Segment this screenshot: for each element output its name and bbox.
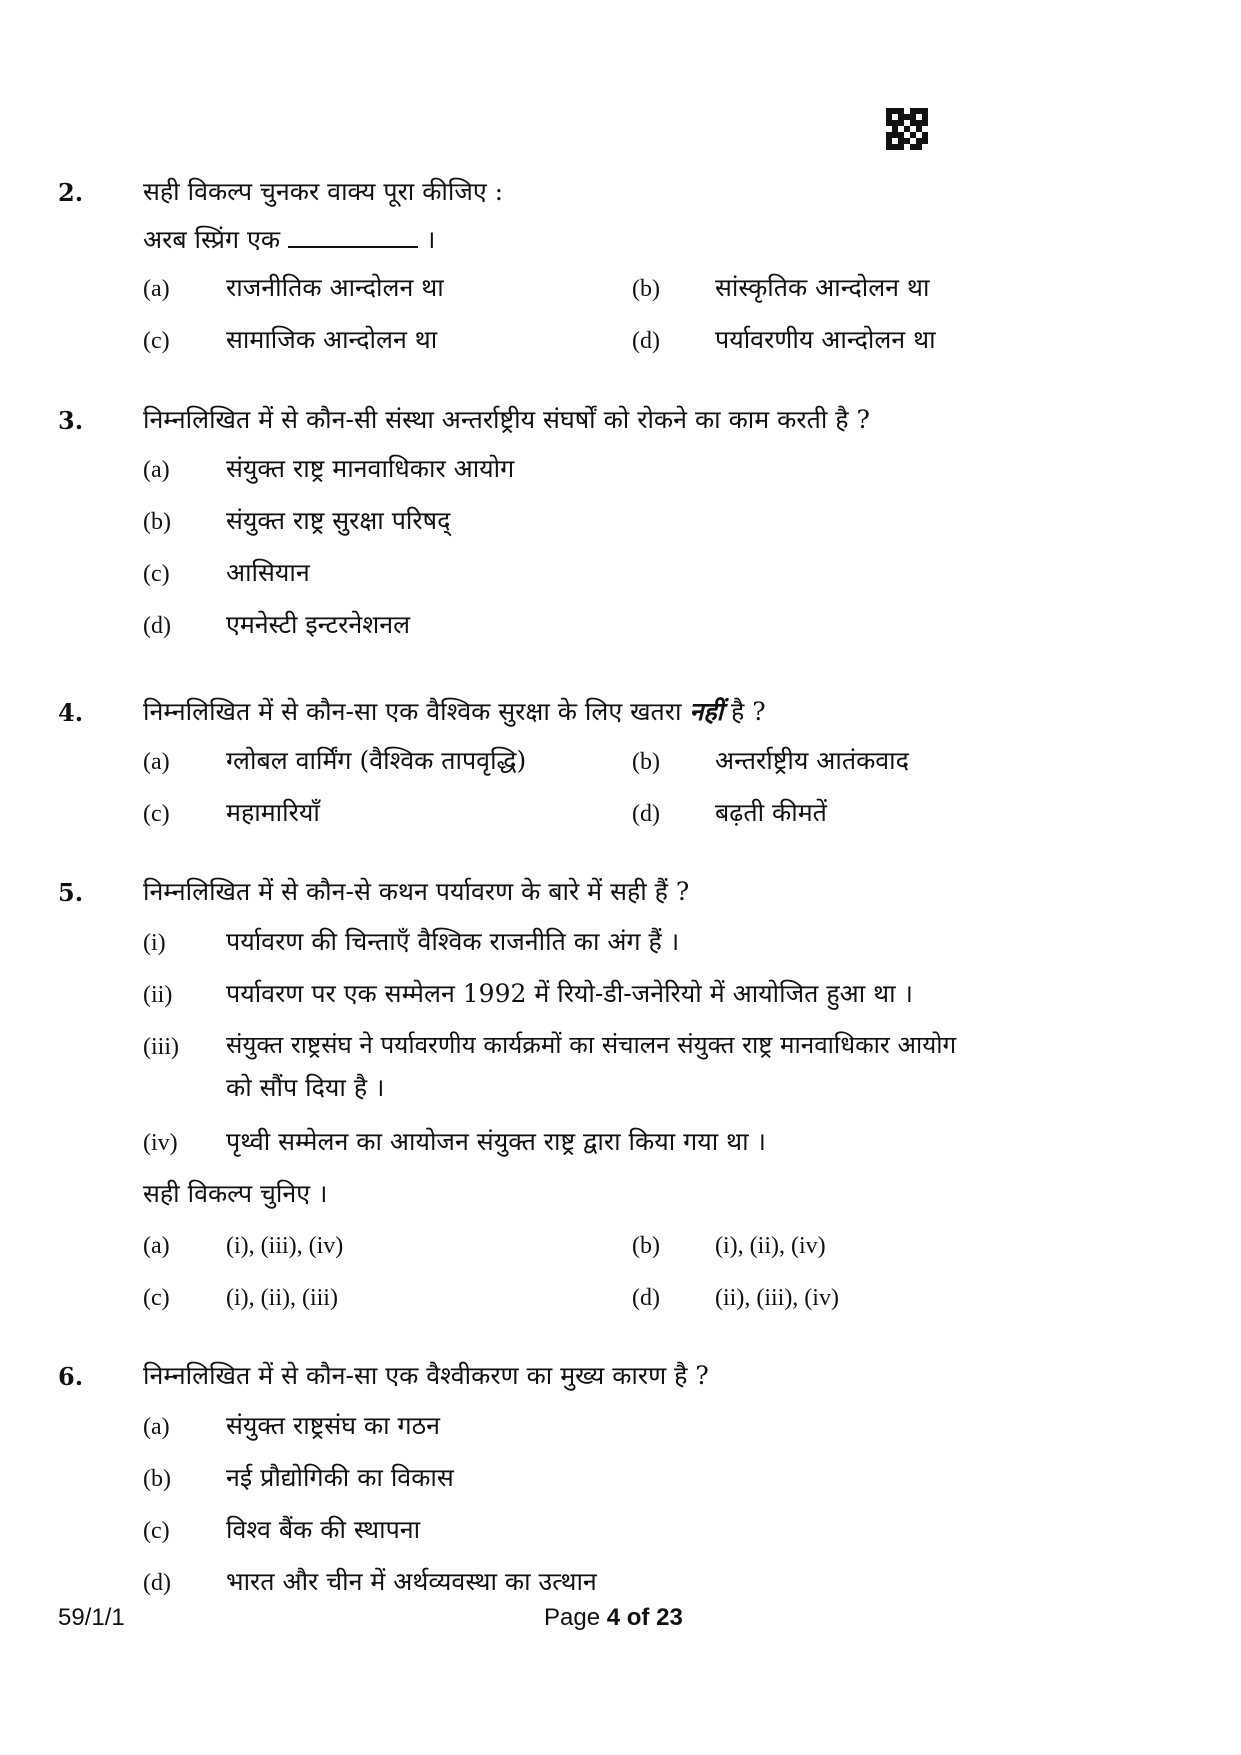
question-text: सही विकल्प चुनकर वाक्य पूरा कीजिए : <box>143 177 504 206</box>
sentence-start: अरब स्प्रिंग एक <box>143 225 281 254</box>
option-label: (a) <box>143 457 170 483</box>
option-text: संयुक्त राष्ट्र सुरक्षा परिषद् <box>226 506 451 535</box>
option-label: (c) <box>143 561 170 587</box>
page-current: 4 <box>606 1604 621 1631</box>
statement-label: (iii) <box>143 1034 179 1060</box>
question-number: 2. <box>58 178 84 207</box>
option-label: (d) <box>632 328 660 354</box>
option-text: (i), (ii), (iv) <box>715 1233 826 1259</box>
page-word: Page <box>544 1604 601 1631</box>
question-number: 5. <box>58 878 84 907</box>
statement-label: (iv) <box>143 1130 178 1156</box>
option-text: (ii), (iii), (iv) <box>715 1285 839 1311</box>
option-text: आसियान <box>226 558 310 587</box>
option-label: (b) <box>632 1233 660 1259</box>
option-text: राजनीतिक आन्दोलन था <box>226 273 444 302</box>
option-text: बढ़ती कीमतें <box>715 798 827 827</box>
question-sentence <box>143 222 436 256</box>
option-label: (b) <box>632 749 660 775</box>
fill-blank <box>288 226 418 248</box>
option-text: विश्व बैंक की स्थापना <box>226 1515 421 1544</box>
statement-text: संयुक्त राष्ट्रसंघ ने पर्यावरणीय कार्यक्रमों का संचालन संयुक्त राष्ट्र मानवाधिकार आयोग <box>226 1031 957 1059</box>
question-text-end: है ? <box>731 697 766 726</box>
emphasis-not: नहीं <box>689 697 724 726</box>
option-label: (d) <box>143 613 171 639</box>
option-label: (b) <box>143 509 171 535</box>
page-indicator <box>544 1604 683 1632</box>
option-label: (a) <box>143 276 170 302</box>
statement-text: पर्यावरण पर एक सम्मेलन 1992 में रियो-डी-जनेरियो में आयोजित हुआ था । <box>226 979 913 1008</box>
paper-code: 59/1/1 <box>58 1604 125 1631</box>
option-text: सामाजिक आन्दोलन था <box>226 325 438 354</box>
option-label: (a) <box>143 1233 170 1259</box>
option-label: (c) <box>143 328 170 354</box>
option-text: संयुक्त राष्ट्र मानवाधिकार आयोग <box>226 454 515 483</box>
option-label: (b) <box>143 1466 171 1492</box>
question-number: 3. <box>58 406 84 435</box>
option-text: भारत और चीन में अर्थव्यवस्था का उत्थान <box>226 1567 597 1596</box>
option-label: (a) <box>143 1414 170 1440</box>
qr-code-icon <box>886 108 928 150</box>
option-label: (c) <box>143 1285 170 1311</box>
option-label: (a) <box>143 749 170 775</box>
option-text: एमनेस्टी इन्टरनेशनल <box>226 610 411 639</box>
question-number: 4. <box>58 698 84 727</box>
option-label: (d) <box>143 1570 171 1596</box>
option-text: नई प्रौद्योगिकी का विकास <box>226 1463 454 1492</box>
option-label: (d) <box>632 801 660 827</box>
question-number: 6. <box>58 1362 84 1391</box>
option-text: पर्यावरणीय आन्दोलन था <box>715 325 936 354</box>
question-text: निम्नलिखित में से कौन-से कथन पर्यावरण के बारे में सही हैं ? <box>143 877 690 906</box>
instruction-text: सही विकल्प चुनिए । <box>143 1179 328 1208</box>
question-text: निम्नलिखित में से कौन-सा एक वैश्वीकरण का मुख्य कारण है ? <box>143 1361 709 1390</box>
question-text-start: निम्नलिखित में से कौन-सा एक वैश्विक सुरक्षा के लिए खतरा <box>143 697 682 726</box>
option-text: (i), (iii), (iv) <box>226 1233 344 1259</box>
statement-text: पर्यावरण की चिन्ताएँ वैश्विक राजनीति का अंग हैं । <box>226 927 680 956</box>
option-text: ग्लोबल वार्मिंग (वैश्विक तापवृद्धि) <box>226 746 527 775</box>
question-text: निम्नलिखित में से कौन-सी संस्था अन्तर्राष्ट्रीय संघर्षों को रोकने का काम करती है ? <box>143 405 870 434</box>
statement-text: पृथ्वी सम्मेलन का आयोजन संयुक्त राष्ट्र द्वारा किया गया था । <box>226 1127 766 1156</box>
option-text: महामारियाँ <box>226 798 320 827</box>
option-text: (i), (ii), (iii) <box>226 1285 338 1311</box>
option-text: संयुक्त राष्ट्रसंघ का गठन <box>226 1411 441 1440</box>
option-text: अन्तर्राष्ट्रीय आतंकवाद <box>715 746 909 775</box>
of-word: of <box>626 1604 650 1631</box>
statement-label: (ii) <box>143 982 173 1008</box>
option-label: (b) <box>632 276 660 302</box>
option-text: सांस्कृतिक आन्दोलन था <box>715 273 930 302</box>
option-label: (c) <box>143 801 170 827</box>
question-text <box>143 694 766 728</box>
option-label: (c) <box>143 1518 170 1544</box>
option-label: (d) <box>632 1285 660 1311</box>
sentence-end: । <box>426 225 436 254</box>
page-total: 23 <box>656 1604 683 1631</box>
statement-label: (i) <box>143 930 166 956</box>
statement-text-continued: को सौंप दिया है । <box>226 1073 385 1102</box>
